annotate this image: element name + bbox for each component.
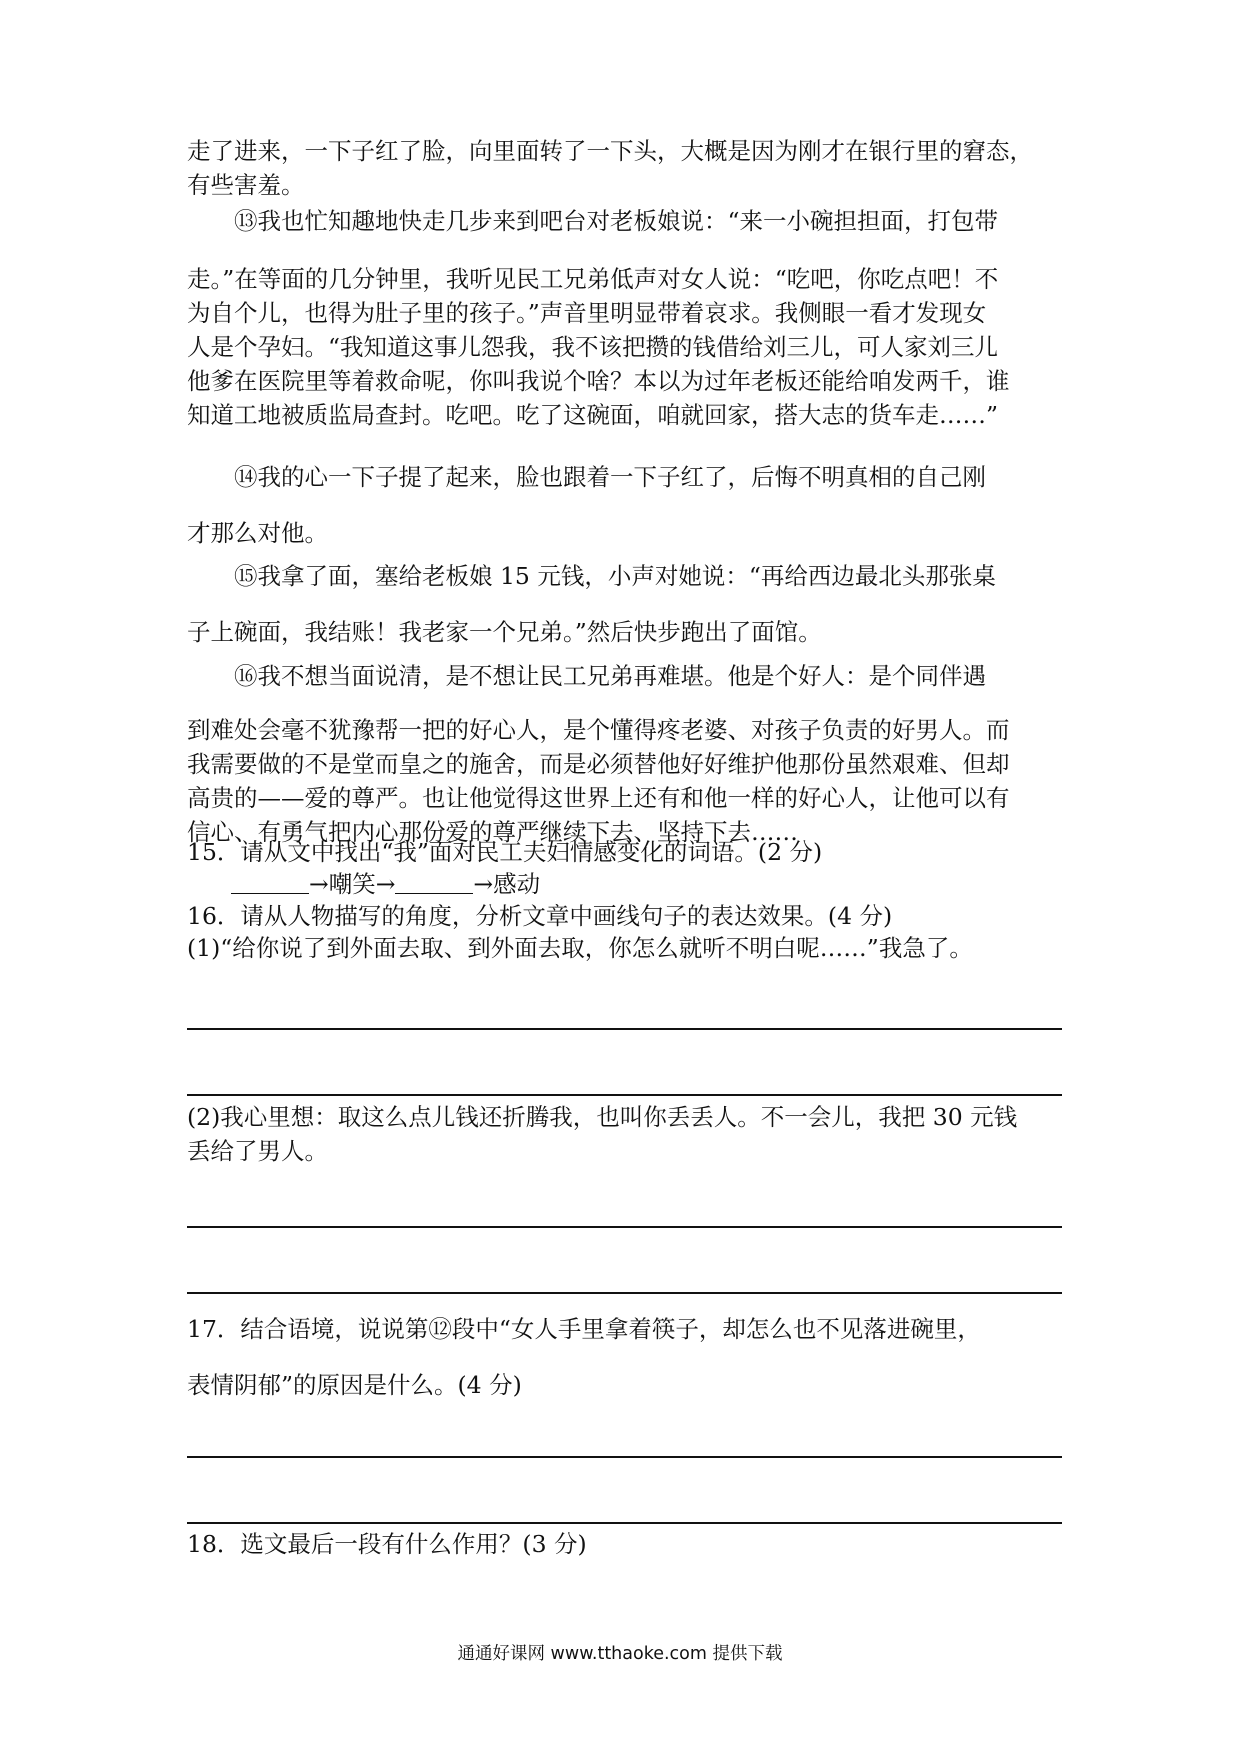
answer-line[interactable] [187, 1094, 1062, 1096]
text-line: 到难处会毫不犹豫帮一把的好心人，是个懂得疼老婆、对孩子负责的好男人。而 [187, 716, 1010, 744]
text-line: (2)我心里想：取这么点儿钱还折腾我，也叫你丢丢人。不一会儿，我把 30 元钱 [187, 1103, 1018, 1131]
page-footer: 通通好课网 www.tthaoke.com 提供下载 [457, 1644, 783, 1664]
question-18 [187, 1527, 1062, 1561]
paragraph-15 [187, 559, 1062, 649]
sub-question-1: (1)“给你说了到外面去取、到外面去取，你怎么就听不明白呢……”我急了。 [187, 934, 973, 962]
text-line: 他爹在医院里等着救命呢，你叫我说个啥？本以为过年老板还能给咱发两千，谁 [187, 367, 1010, 395]
answer-line[interactable] [187, 1522, 1062, 1524]
paragraph-16 [187, 659, 1062, 849]
text-line: 有些害羞。 [187, 171, 305, 199]
answer-line[interactable] [187, 1226, 1062, 1228]
sub-question-2 [187, 1100, 1062, 1168]
question-text: 16．请从人物描写的角度，分析文章中画线句子的表达效果。(4 分) [187, 902, 893, 930]
answer-blanks [187, 868, 1062, 900]
text-line: 走了进来，一下子红了脸，向里面转了一下头，大概是因为刚才在银行里的窘态， [187, 137, 1033, 165]
text-line: 丢给了男人。 [187, 1137, 328, 1165]
answer-line[interactable] [187, 1028, 1062, 1030]
answer-line[interactable] [187, 1456, 1062, 1458]
question-text: 15．请从文中找出“我”面对民工夫妇情感变化的词语。(2 分) [187, 838, 823, 866]
answer-word: →感动 [473, 870, 541, 898]
text-line: 子上碗面，我结账！我老家一个兄弟。”然后快步跑出了面馆。 [187, 618, 822, 646]
text-line: 人是个孕妇。“我知道这事儿怨我，我不该把攒的钱借给刘三儿，可人家刘三儿 [187, 333, 999, 361]
text-line: 我需要做的不是堂而皇之的施舍，而是必须替他好好维护他那份虽然艰难、但却 [187, 750, 1010, 778]
paragraph-12-tail [187, 134, 1062, 202]
text-line: 17．结合语境，说说第⑫段中“女人手里拿着筷子，却怎么也不见落进碗里， [187, 1315, 981, 1343]
text-line: 高贵的——爱的尊严。也让他觉得这世界上还有和他一样的好心人，让他可以有 [187, 784, 1010, 812]
text-line: 走。”在等面的几分钟里，我听见民工兄弟低声对女人说：“吃吧，你吃点吧！不 [187, 265, 999, 293]
paragraph-13 [187, 204, 1062, 432]
text-line: 才那么对他。 [187, 519, 328, 547]
question-15 [187, 836, 1062, 900]
answer-blank[interactable] [395, 872, 473, 894]
paragraph-14 [187, 460, 1062, 550]
answer-blank[interactable] [231, 872, 309, 894]
text-line: ⑭我的心一下子提了起来，脸也跟着一下子红了，后悔不明真相的自己刚 [234, 463, 986, 491]
text-line: 表情阴郁”的原因是什么。(4 分) [187, 1371, 522, 1399]
question-17 [187, 1312, 1062, 1402]
text-line: 信心、有勇气把内心那份爱的尊严继续下去、坚持下去…… [187, 818, 798, 846]
text-line: ⑬我也忙知趣地快走几步来到吧台对老板娘说：“来一小碗担担面，打包带 [234, 207, 999, 235]
text-line: ⑮我拿了面，塞给老板娘 15 元钱，小声对她说：“再给西边最北头那张桌 [234, 562, 996, 590]
text-line: ⑯我不想当面说清，是不想让民工兄弟再难堪。他是个好人：是个同伴遇 [234, 662, 986, 690]
answer-line[interactable] [187, 1292, 1062, 1294]
text-line: 为自个儿，也得为肚子里的孩子。”声音里明显带着哀求。我侧眼一看才发现女 [187, 299, 987, 327]
question-16 [187, 900, 1062, 964]
question-text: 18．选文最后一段有什么作用？(3 分) [187, 1530, 587, 1558]
text-line: 知道工地被质监局查封。吃吧。吃了这碗面，咱就回家，搭大志的货车走……” [187, 401, 999, 429]
answer-word: →嘲笑→ [309, 870, 396, 898]
